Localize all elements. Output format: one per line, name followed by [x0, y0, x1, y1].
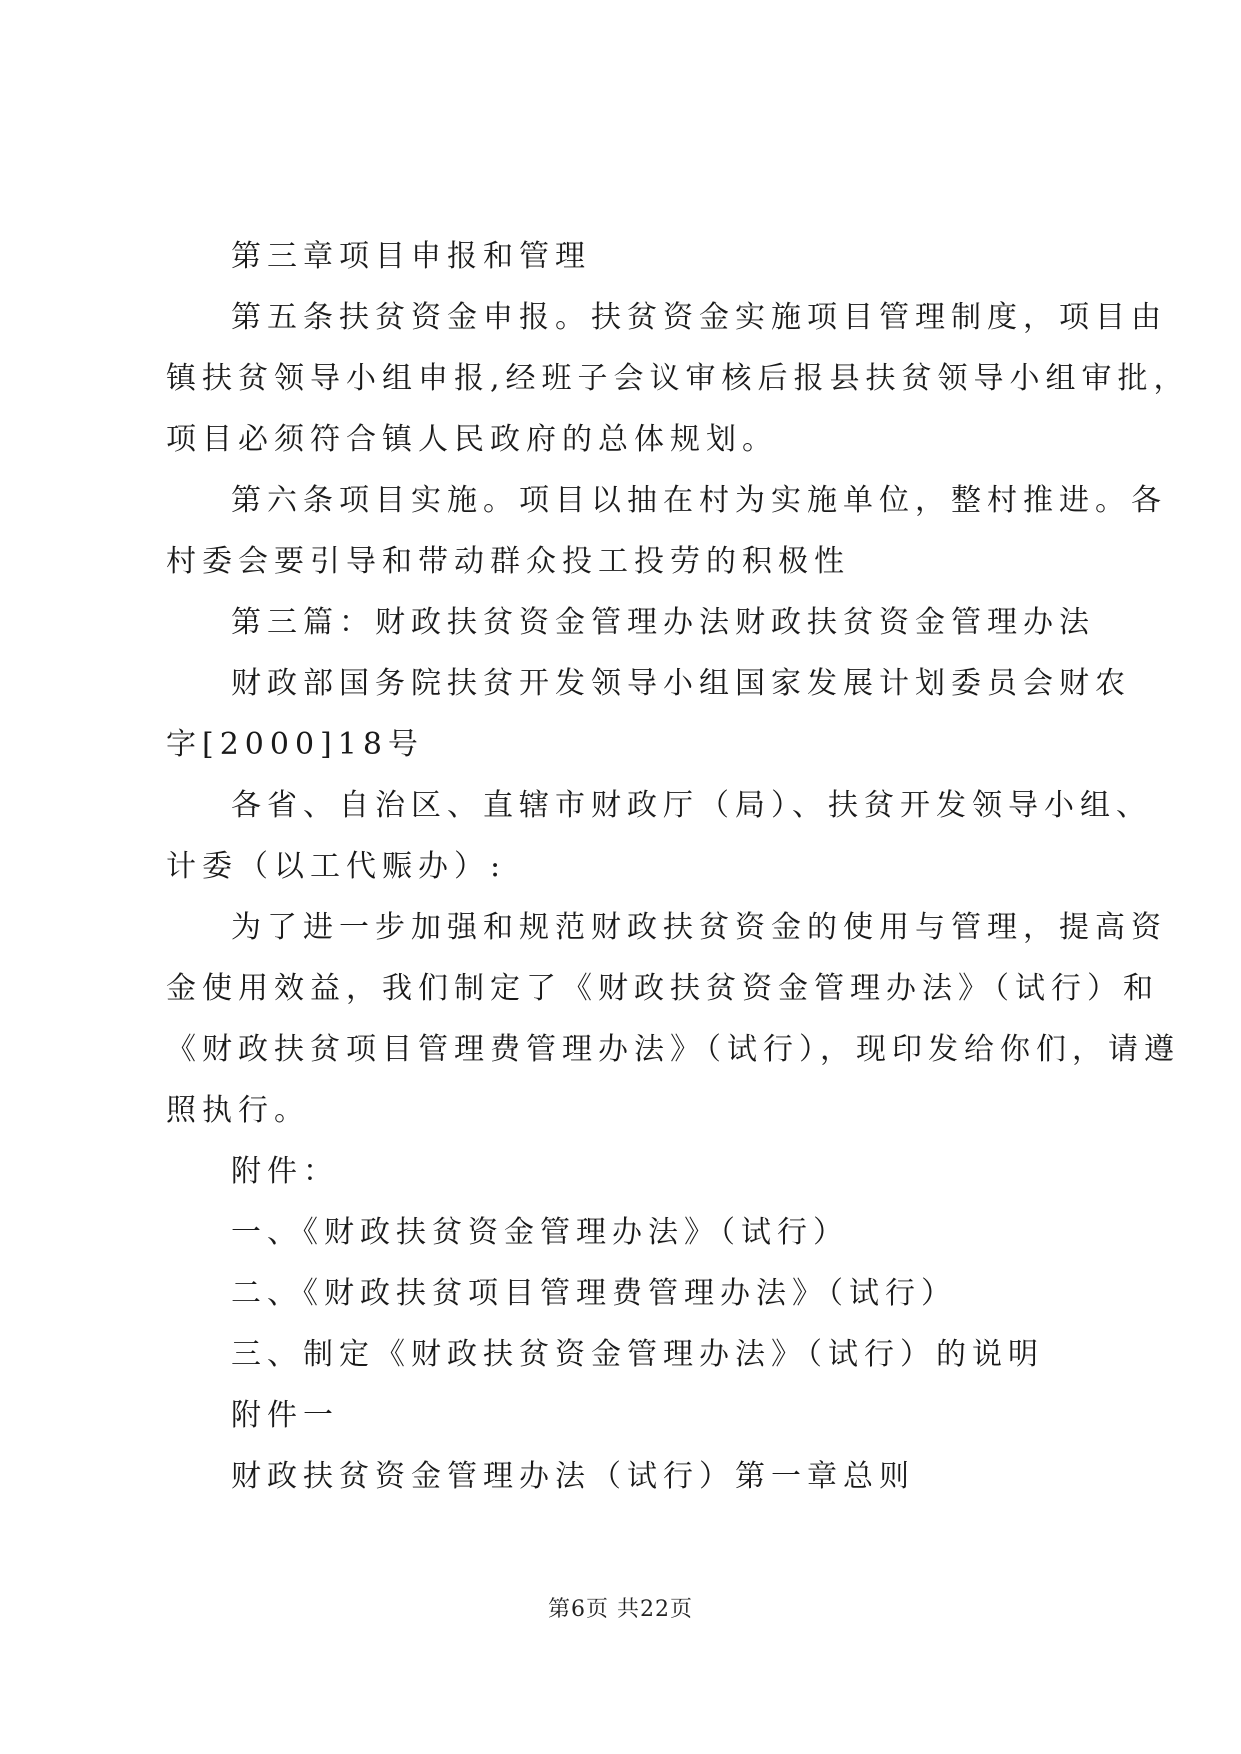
- paragraph-line: 金使用效益，我们制定了《财政扶贫资金管理办法》（试行）和: [166, 971, 1159, 1006]
- attachment-heading: 附件一: [231, 1398, 339, 1433]
- attachment-item: 一、《财政扶贫资金管理办法》（试行）: [231, 1215, 849, 1250]
- paragraph-line: 第六条项目实施。项目以抽在村为实施单位，整村推进。各: [231, 483, 1167, 518]
- paragraph-line: 项目必须符合镇人民政府的总体规划。: [166, 422, 778, 457]
- chapter-heading: 第三章项目申报和管理: [231, 239, 591, 274]
- paragraph-line: 为了进一步加强和规范财政扶贫资金的使用与管理，提高资: [231, 910, 1167, 945]
- attachment-item: 三、制定《财政扶贫资金管理办法》（试行）的说明: [231, 1337, 1044, 1372]
- document-title: 财政扶贫资金管理办法（试行）第一章总则: [231, 1459, 915, 1494]
- paragraph-line: 第五条扶贫资金申报。扶贫资金实施项目管理制度，项目由: [231, 300, 1167, 335]
- paragraph-line: 字[2000]18号: [166, 727, 424, 762]
- paragraph-line: 财政部国务院扶贫开发领导小组国家发展计划委员会财农: [231, 666, 1131, 701]
- paragraph-line: 计委（以工代赈办）:: [166, 849, 507, 884]
- section-heading: 第三篇：财政扶贫资金管理办法财政扶贫资金管理办法: [231, 605, 1095, 640]
- attachment-item: 二、《财政扶贫项目管理费管理办法》（试行）: [231, 1276, 957, 1311]
- paragraph-line: 《财政扶贫项目管理费管理办法》（试行），现印发给你们，请遵: [166, 1032, 1180, 1067]
- paragraph-line: 各省、自治区、直辖市财政厅（局）、扶贫开发领导小组、: [231, 788, 1152, 823]
- paragraph-line: 村委会要引导和带动群众投工投劳的积极性: [166, 544, 850, 579]
- page-number-footer: 第6页 共22页: [548, 1597, 693, 1622]
- paragraph-line: 镇扶贫领导小组申报,经班子会议审核后报县扶贫领导小组审批，: [166, 361, 1190, 396]
- document-body: [166, 226, 1190, 1507]
- attachments-label: 附件：: [231, 1154, 339, 1189]
- paragraph-line: 照执行。: [166, 1093, 310, 1128]
